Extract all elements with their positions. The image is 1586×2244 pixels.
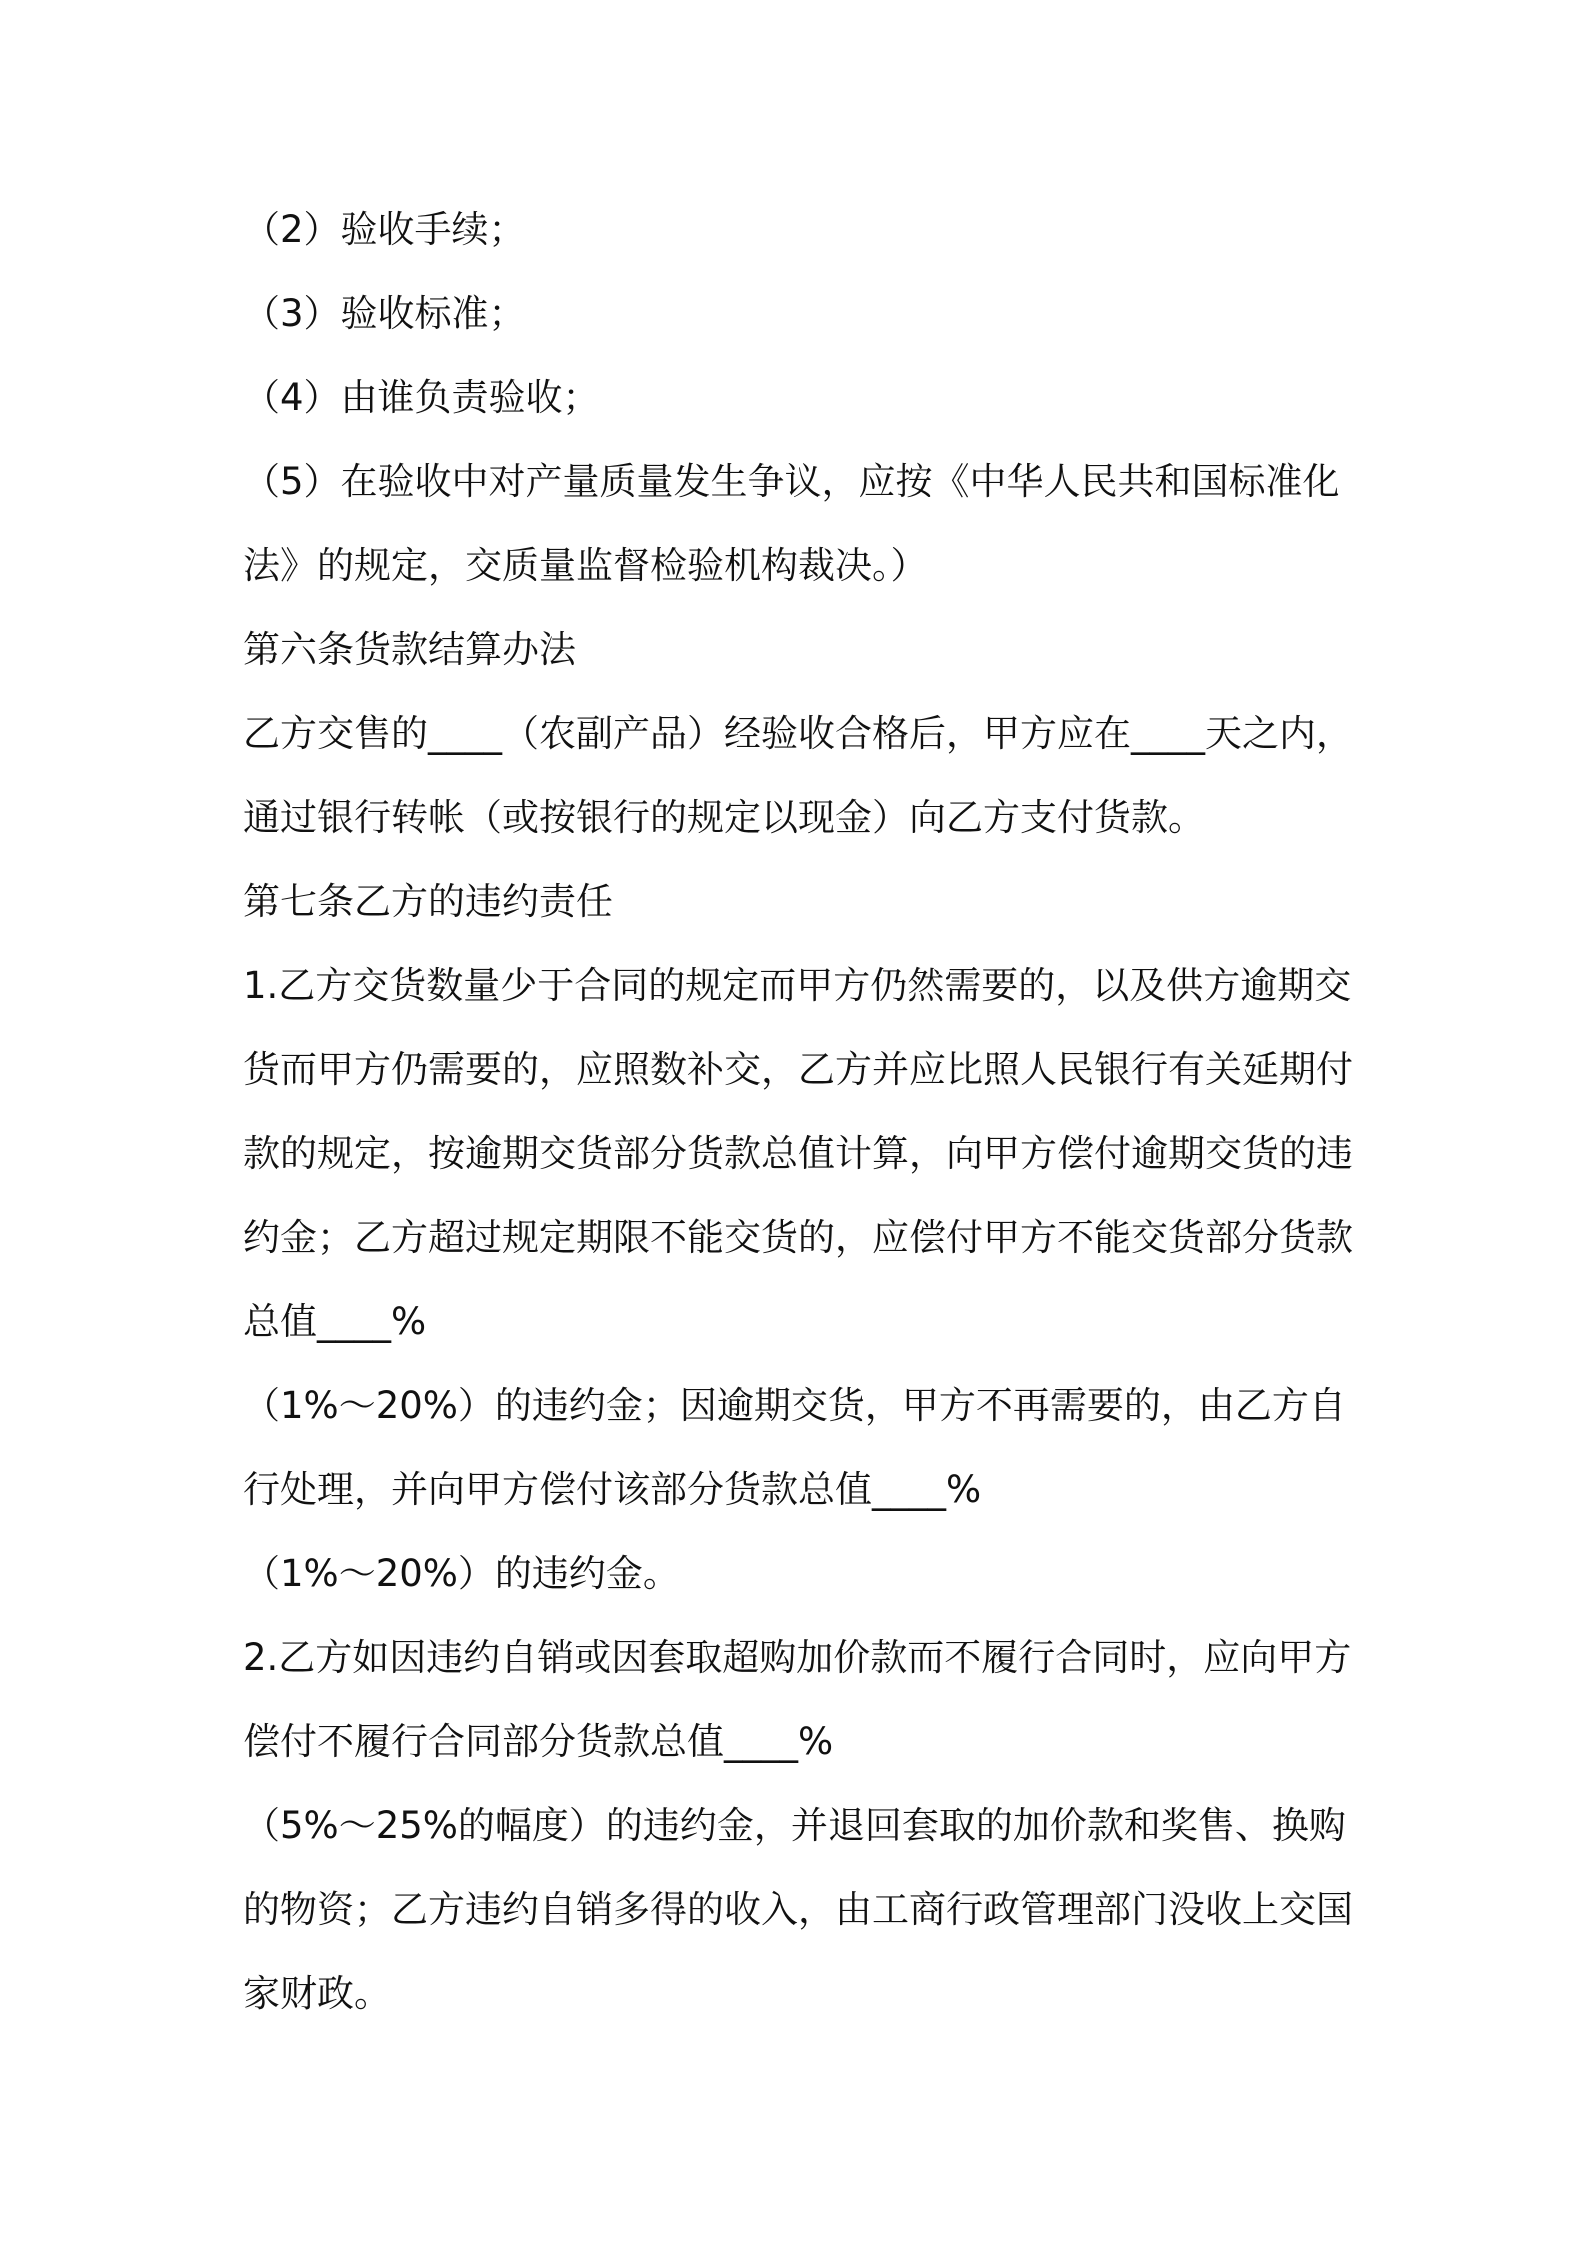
text-line-breach-2: 2.乙方如因违约自销或因套取超购加价款而不履行合同时，应向甲方	[243, 1636, 1352, 1679]
text-line-penalty-range-a-cont: 行处理，并向甲方偿付该部分货款总值____%	[243, 1468, 982, 1511]
document-body	[243, 188, 1358, 2036]
section-heading-article-6: 第六条货款结算办法	[243, 628, 576, 671]
text-line-penalty-range-a: （1%～20%）的违约金；因逾期交货，甲方不再需要的，由乙方自	[243, 1384, 1346, 1427]
text-line-breach-1: 1.乙方交货数量少于合同的规定而甲方仍然需要的，以及供方逾期交	[243, 964, 1352, 1007]
text-line-breach-2-cont: 偿付不履行合同部分货款总值____%	[243, 1720, 834, 1763]
text-line-breach-1-total: 总值____%	[243, 1300, 427, 1343]
text-line-breach-1-cont-a: 货而甲方仍需要的，应照数补交，乙方并应比照人民银行有关延期付	[243, 1048, 1353, 1091]
text-line-acceptance-responsible: （4）由谁负责验收；	[243, 376, 600, 419]
text-line-acceptance-procedure: （2）验收手续；	[243, 208, 526, 251]
text-line-final: 家财政。	[243, 1972, 391, 2015]
text-line-dispute-clause: （5）在验收中对产量质量发生争议，应按《中华人民共和国标准化	[243, 460, 1340, 503]
text-line-dispute-clause-cont: 法》的规定，交质量监督检验机构裁决。）	[243, 544, 928, 587]
text-line-payment: 乙方交售的____（农副产品）经验收合格后，甲方应在____天之内，	[243, 712, 1353, 755]
text-line-payment-cont: 通过银行转帐（或按银行的规定以现金）向乙方支付货款。	[243, 796, 1205, 839]
section-heading-article-7: 第七条乙方的违约责任	[243, 880, 613, 923]
text-line-penalty-range-c: （5%～25%的幅度）的违约金，并退回套取的加价款和奖售、换购	[243, 1804, 1346, 1847]
text-line-breach-1-cont-b: 款的规定，按逾期交货部分货款总值计算，向甲方偿付逾期交货的违	[243, 1132, 1353, 1175]
text-line-penalty-range-b: （1%～20%）的违约金。	[243, 1552, 680, 1595]
text-line-penalty-range-c-cont: 的物资；乙方违约自销多得的收入，由工商行政管理部门没收上交国	[243, 1888, 1353, 1931]
text-line-breach-1-cont-c: 约金；乙方超过规定期限不能交货的，应偿付甲方不能交货部分货款	[243, 1216, 1353, 1259]
text-line-acceptance-standard: （3）验收标准；	[243, 292, 526, 335]
